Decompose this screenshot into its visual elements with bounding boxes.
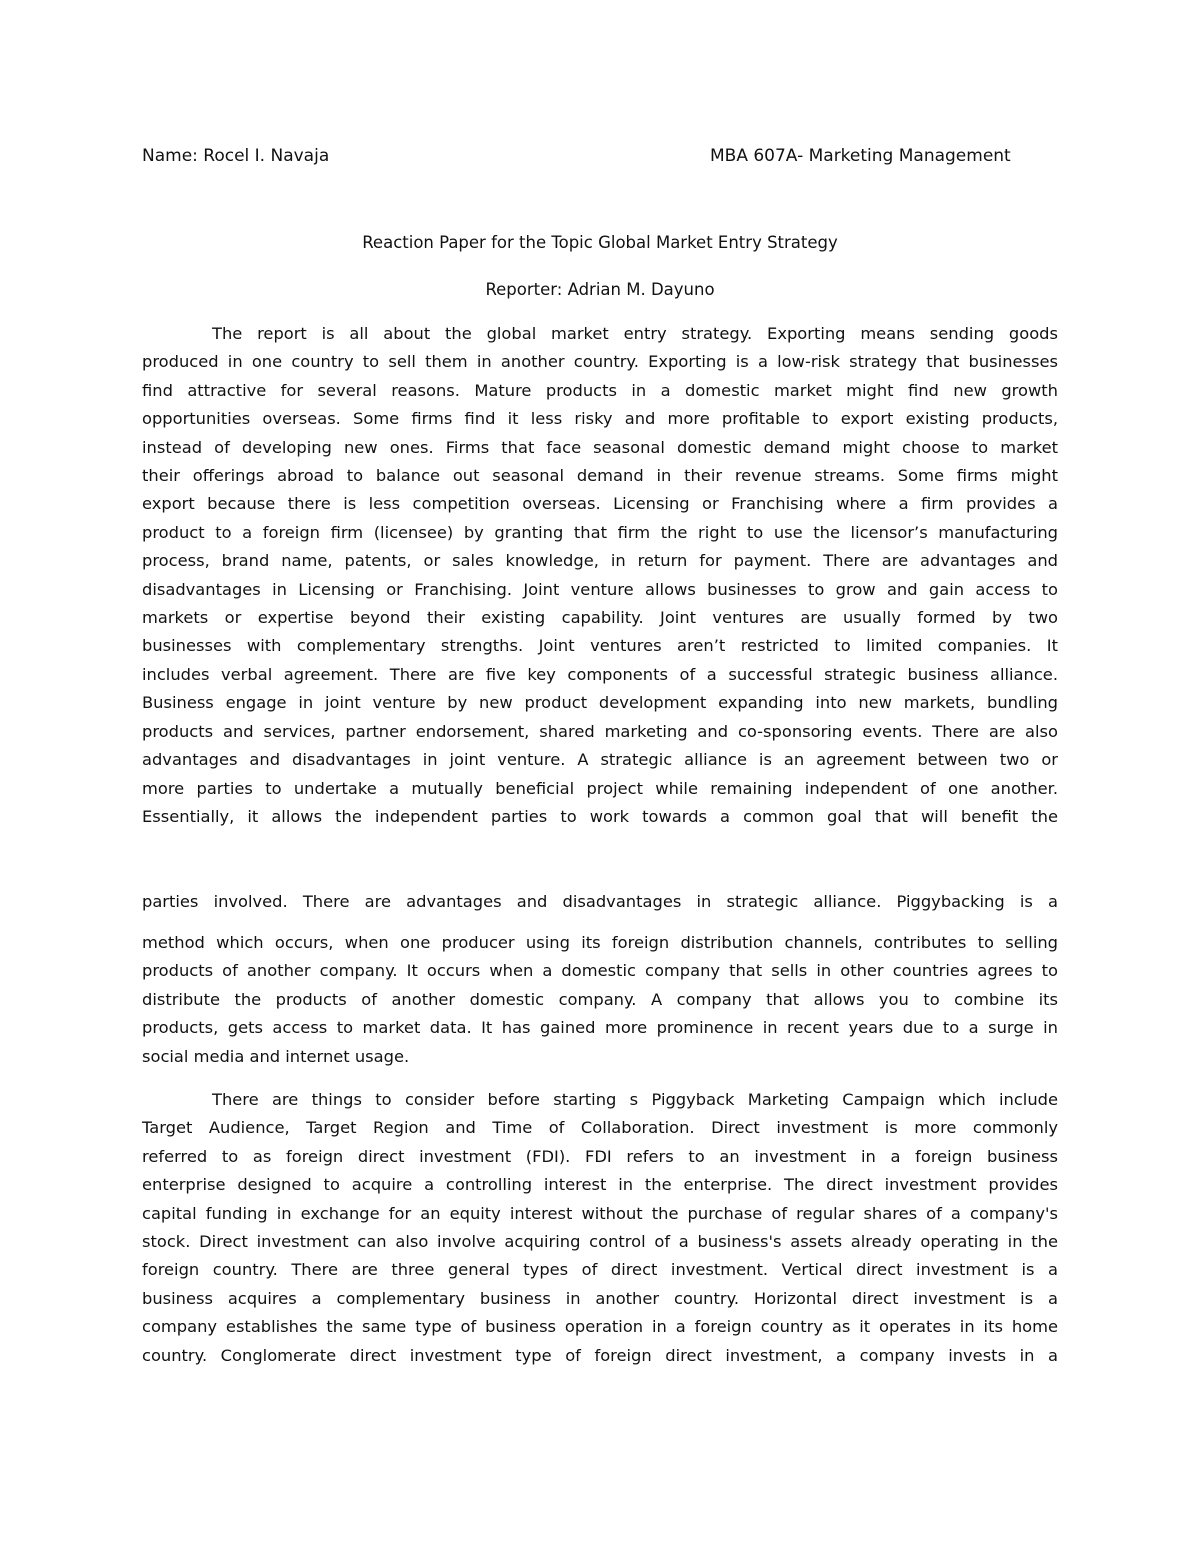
paragraph-line: company establishes the same type of business operation in a foreign country as it operates in its home <box>142 1317 1058 1337</box>
paragraph-line: find attractive for several reasons. Mature products in a domestic market might find new growth <box>142 380 1058 400</box>
paragraph-line: referred to as foreign direct investment (FDI). FDI refers to an investment in a foreign business <box>142 1146 1058 1166</box>
paragraph-line: social media and internet usage. <box>142 1046 410 1066</box>
paragraph-line: The report is all about the global market entry strategy. Exporting means sending goods <box>212 324 1058 343</box>
paragraph-line: Target Audience, Target Region and Time of Collaboration. Direct investment is more commonly <box>142 1118 1058 1138</box>
paragraph-line: Essentially, it allows the independent parties to work towards a common goal that will benefit the <box>142 806 1058 826</box>
paragraph-line: country. Conglomerate direct investment type of foreign direct investment, a company invests in a <box>142 1345 1058 1365</box>
paragraph-line: parties involved. There are advantages and disadvantages in strategic alliance. Piggybacking is a <box>142 892 1058 911</box>
paragraph-line: products and services, partner endorsement, shared marketing and co-sponsoring events. There are also <box>142 721 1058 741</box>
paragraph-line: markets or expertise beyond their existing capability. Joint ventures are usually formed by two <box>142 608 1058 628</box>
paragraph-line: product to a foreign firm (licensee) by granting that firm the right to use the licensor’s manufacturing <box>142 522 1058 542</box>
paragraph-line: process, brand name, patents, or sales knowledge, in return for payment. There are advantages and <box>142 551 1058 571</box>
paragraph-line: foreign country. There are three general types of direct investment. Vertical direct investment is a <box>142 1260 1058 1280</box>
course-title: MBA 607A- Marketing Management <box>710 146 1011 166</box>
paragraph-line: method which occurs, when one producer using its foreign distribution channels, contributes to selling <box>142 933 1058 952</box>
paragraph-line: export because there is less competition overseas. Licensing or Franchising where a firm provides a <box>142 494 1058 514</box>
paragraph-line: disadvantages in Licensing or Franchising. Joint venture allows businesses to grow and gain access to <box>142 579 1058 599</box>
paragraph-line: Business engage in joint venture by new product development expanding into new markets, bundling <box>142 693 1058 713</box>
paragraph-line: businesses with complementary strengths. Joint ventures aren’t restricted to limited companies. It <box>142 636 1058 656</box>
paragraph-2 <box>142 888 1058 916</box>
paragraph-line: stock. Direct investment can also involve acquiring control of a business's assets already operating in the <box>142 1232 1058 1252</box>
paragraph-line: business acquires a complementary business in another country. Horizontal direct investment is a <box>142 1288 1058 1308</box>
paragraph-line: capital funding in exchange for an equity interest without the purchase of regular shares of a company's <box>142 1203 1058 1223</box>
paragraph-4 <box>142 1086 1058 1370</box>
paragraph-line: There are things to consider before starting s Piggyback Marketing Campaign which include <box>212 1090 1058 1109</box>
paragraph-line: their offerings abroad to balance out seasonal demand in their revenue streams. Some firms might <box>142 466 1058 486</box>
paragraph-3 <box>142 929 1058 1071</box>
paragraph-line: includes verbal agreement. There are five key components of a successful strategic business alliance. <box>142 664 1058 684</box>
paragraph-line: opportunities overseas. Some firms find it less risky and more profitable to export existing products, <box>142 409 1058 429</box>
paragraph-line: enterprise designed to acquire a controlling interest in the enterprise. The direct investment provides <box>142 1175 1058 1195</box>
paragraph-line: produced in one country to sell them in another country. Exporting is a low-risk strategy that businesses <box>142 352 1058 372</box>
paragraph-1 <box>142 320 1058 831</box>
paragraph-line: products, gets access to market data. It has gained more prominence in recent years due to a surge in <box>142 1018 1058 1038</box>
paragraph-line: products of another company. It occurs when a domestic company that sells in other countries agrees to <box>142 961 1058 981</box>
paragraph-line: instead of developing new ones. Firms that face seasonal domestic demand might choose to market <box>142 437 1058 457</box>
reporter-line: Reporter: Adrian M. Dayuno <box>485 280 715 299</box>
paper-title: Reaction Paper for the Topic Global Market Entry Strategy <box>362 233 838 252</box>
paragraph-line: distribute the products of another domestic company. A company that allows you to combine its <box>142 989 1058 1009</box>
author-name: Name: Rocel I. Navaja <box>142 146 330 166</box>
paragraph-line: advantages and disadvantages in joint venture. A strategic alliance is an agreement between two or <box>142 750 1058 770</box>
paragraph-line: more parties to undertake a mutually beneficial project while remaining independent of one another. <box>142 778 1058 798</box>
